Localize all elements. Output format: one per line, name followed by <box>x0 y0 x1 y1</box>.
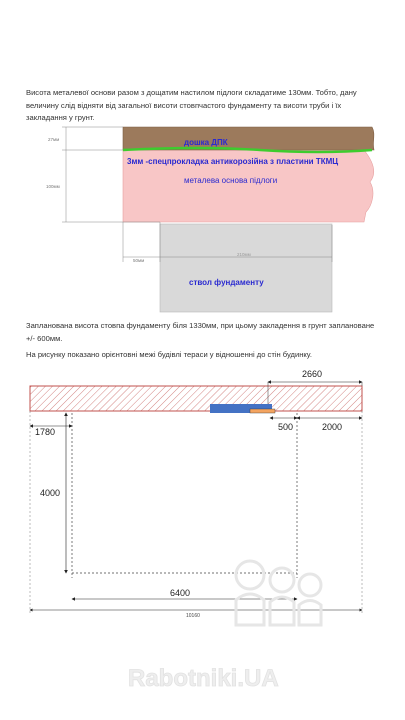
dim-6400: 6400 <box>170 588 191 598</box>
post-height-paragraph: Запланована висота стовпа фундаменту біля 1330мм, при цьому закладення в грунт заплановане +/- 600мм. <box>26 321 375 343</box>
dim-offset: 50мм <box>133 258 145 263</box>
label-board: дошка ДПК <box>184 138 228 147</box>
dim-base-height: 100мм <box>46 184 60 189</box>
dim-board-thickness: 27мм <box>48 137 60 142</box>
dim-10160: 10160 <box>186 613 200 619</box>
label-gasket: 3мм -спецпрокладка антикорозійна з пластини ТКМЦ <box>127 157 339 166</box>
dim-500: 500 <box>278 422 294 432</box>
label-metal-base: металева основа підлоги <box>184 176 278 185</box>
intro-paragraph: Висота металевої основи разом з дощатим настилом підлоги складатиме 130мм. Тобто, дану величину слід відняти від загальної висоти стовпчастого фундаменту та висоти труби і їх закладання у грунт. <box>26 88 357 122</box>
watermark-worker-icons <box>236 561 321 625</box>
dim-post-width: 210мм <box>237 252 251 257</box>
dim-2660: 2660 <box>302 369 323 379</box>
dim-1780: 1780 <box>35 427 56 437</box>
layout-paragraph: На рисунку показано орієнтовні межі будівлі тераси у відношенні до стін будинку. <box>26 350 312 359</box>
watermark-text: Rabotniki.UA <box>128 665 279 692</box>
dim-2000: 2000 <box>322 422 343 432</box>
label-post: ствол фундаменту <box>189 278 264 287</box>
dim-4000: 4000 <box>40 488 61 498</box>
